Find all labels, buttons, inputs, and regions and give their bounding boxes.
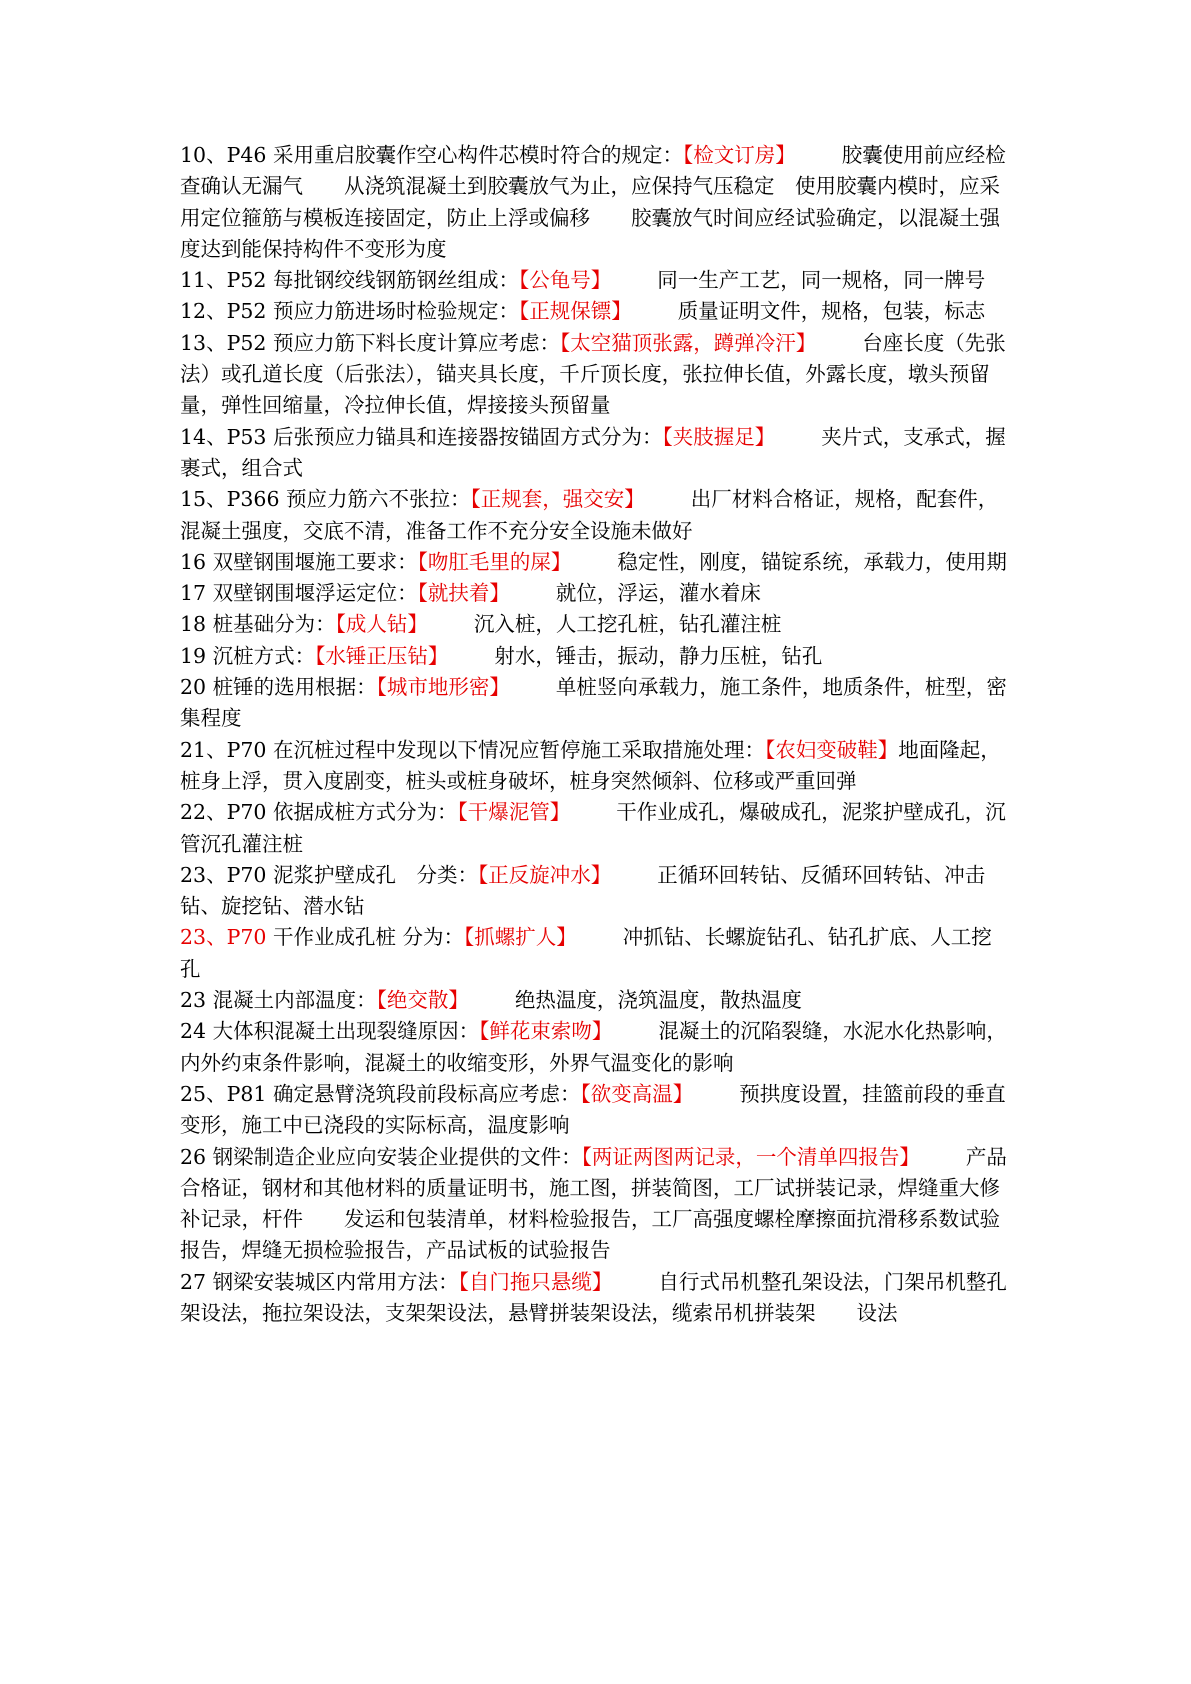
item-content: 胶囊使用前应经检查确认无漏气 从浇筑混凝土到胶囊放气为止，应保持气压稳定 使用胶囊内模时，应采用定位箍筋与模板连接固定，防止上浮或偏移 胶囊放气时间应经试验确定，以混凝土强度达到能保持构件不变形为度 [180,143,1006,261]
item-mnemonic: 【太空猫顶张露，蹲弹冷汗】 [559,330,817,355]
item-mnemonic: 【成人钻】 [335,612,428,637]
item-mnemonic: 【正反旋冲水】 [477,862,612,887]
list-item [180,797,1010,860]
list-item [180,484,1010,547]
list-item [180,922,1010,985]
item-prefix: 19 沉桩方式： [180,643,316,668]
item-prefix: 24 大体积混凝土出现裂缝原因： [180,1019,480,1044]
item-content: 产品合格证，钢材和其他材料的质量证明书，施工图，拼装简图，工厂试拼装记录，焊缝重大修补记录，杆件 发运和包装清单，材料检验报告，工厂高强度螺栓摩擦面抗滑移系数试验报告，焊缝无损检验报告，产品试板的试验报告 [180,1144,1007,1263]
list-item [180,1142,1010,1267]
item-mnemonic: 【农妇变破鞋】 [764,737,899,762]
list-item [180,609,1010,640]
item-content: 混凝土的沉陷裂缝，水泥水化热影响，内外约束条件影响，混凝土的收缩变形，外界气温变化的影响 [180,1019,1007,1075]
item-content: 自行式吊机整孔架设法，门架吊机整孔架设法，拖拉架设法，支架架设法，悬臂拼装架设法，缆索吊机拼装架 设法 [180,1269,1007,1325]
item-mnemonic: 【夹肢握足】 [662,424,776,449]
item-prefix: 21、P70 在沉桩过程中发现以下情况应暂停施工采取措施处理： [180,737,765,762]
item-content: 正循环回转钻、反循环回转钻、冲击钻、旋挖钻、潜水钻 [180,862,986,919]
list-item [180,672,1010,735]
list-item [180,265,1010,296]
item-mnemonic: 【抓螺扩人】 [464,925,577,950]
item-prefix: 13、P52 预应力筋下料长度计算应考虑： [180,330,560,355]
item-mnemonic: 【水锤正压钻】 [315,643,449,668]
item-content: 单桩竖向承载力，施工条件，地质条件，桩型，密集程度 [180,675,1007,731]
item-content: 冲抓钻、长螺旋钻孔、钻孔扩底、人工挖孔 [180,925,992,981]
list-item [180,296,1010,327]
item-content: 夹片式，支承式，握裹式，组合式 [180,424,1006,480]
item-prefix: 26 钢梁制造企业应向安装企业提供的文件： [180,1144,582,1169]
item-content: 台座长度（先张法）或孔道长度（后张法），锚夹具长度，千斤顶长度，张拉伸长值，外露长度，墩头预留量，弹性回缩量，冷拉伸长值，焊接接头预留量 [180,330,1006,418]
item-mnemonic: 【自门拖只悬缆】 [458,1269,613,1294]
item-content: 沉入桩，人工挖孔桩，钻孔灌注桩 [473,612,782,637]
list-item [180,328,1010,422]
item-content: 干作业成孔，爆破成孔，泥浆护壁成孔，沉管沉孔灌注桩 [180,800,1006,856]
item-prefix: 11、P52 每批钢绞线钢筋钢丝组成： [180,268,519,293]
item-mnemonic: 【鲜花束索吻】 [479,1019,613,1044]
list-item [180,1079,1010,1142]
item-prefix: 干作业成孔桩 分为： [266,925,465,950]
item-mnemonic: 【公龟号】 [518,268,612,293]
item-prefix: 23 混凝土内部温度： [180,988,377,1013]
list-item [180,1016,1010,1079]
item-mnemonic: 【吻肛毛里的屎】 [417,549,572,574]
item-content: 稳定性，刚度，锚锭系统，承载力，使用期 [617,549,1007,574]
item-prefix: 20 桩锤的选用根据： [180,675,377,700]
item-prefix-highlight: 23、P70 [180,925,267,950]
item-mnemonic: 【城市地形密】 [376,675,510,700]
item-content: 预拱度设置，挂篮前段的垂直变形，施工中已浇段的实际标高，温度影响 [180,1081,1006,1138]
item-prefix: 22、P70 依据成桩方式分为： [180,800,458,825]
item-mnemonic: 【欲变高温】 [580,1081,694,1106]
list-item [180,735,1010,798]
item-mnemonic: 【正规套，强交安】 [470,487,645,512]
item-content: 绝热温度，浇筑温度，散热温度 [514,988,802,1013]
item-prefix: 25、P81 确定悬臂浇筑段前段标高应考虑： [180,1081,581,1106]
item-prefix: 16 双壁钢围堰施工要求： [180,549,418,574]
item-prefix: 12、P52 预应力筋进场时检验规定： [180,299,519,324]
item-prefix: 10、P46 采用重启胶囊作空心构件芯模时符合的规定： [180,143,683,167]
item-mnemonic: 【两证两图两记录，一个清单四报告】 [581,1144,920,1169]
list-item [180,641,1010,672]
list-item [180,547,1010,578]
item-content: 就位，浮运，灌水着床 [555,581,761,606]
list-item [180,578,1010,609]
item-content: 同一生产工艺，同一规格，同一牌号 [657,268,986,293]
item-prefix: 23、P70 泥浆护壁成孔 分类： [180,862,478,887]
item-content: 地面隆起，桩身上浮，贯入度剧变，桩头或桩身破坏，桩身突然倾斜、位移或严重回弹 [180,737,1001,793]
item-prefix: 14、P53 后张预应力锚具和连接器按锚固方式分为： [180,424,663,449]
item-prefix: 18 桩基础分为： [180,612,336,637]
item-mnemonic: 【干爆泥管】 [457,800,571,825]
item-content: 射水，锤击，振动，静力压桩，钻孔 [494,643,823,668]
item-mnemonic: 【正规保镖】 [518,299,632,324]
item-prefix: 17 双壁钢围堰浮运定位： [180,581,418,606]
item-content: 质量证明文件，规格，包装，标志 [677,299,986,324]
item-mnemonic: 【绝交散】 [376,988,469,1013]
list-item [180,422,1010,485]
item-mnemonic: 【就扶着】 [417,581,510,606]
item-prefix: 15、P366 预应力筋六不张拉： [180,487,471,512]
document-body [180,140,1010,1329]
list-item [180,140,1010,265]
list-item [180,985,1010,1016]
item-content: 出厂材料合格证，规格，配套件，混凝土强度，交底不清，准备工作不充分安全设施未做好 [180,487,999,543]
item-prefix: 27 钢梁安装城区内常用方法： [180,1269,459,1294]
list-item [180,860,1010,923]
list-item [180,1267,1010,1330]
item-mnemonic: 【检文订房】 [682,143,796,167]
